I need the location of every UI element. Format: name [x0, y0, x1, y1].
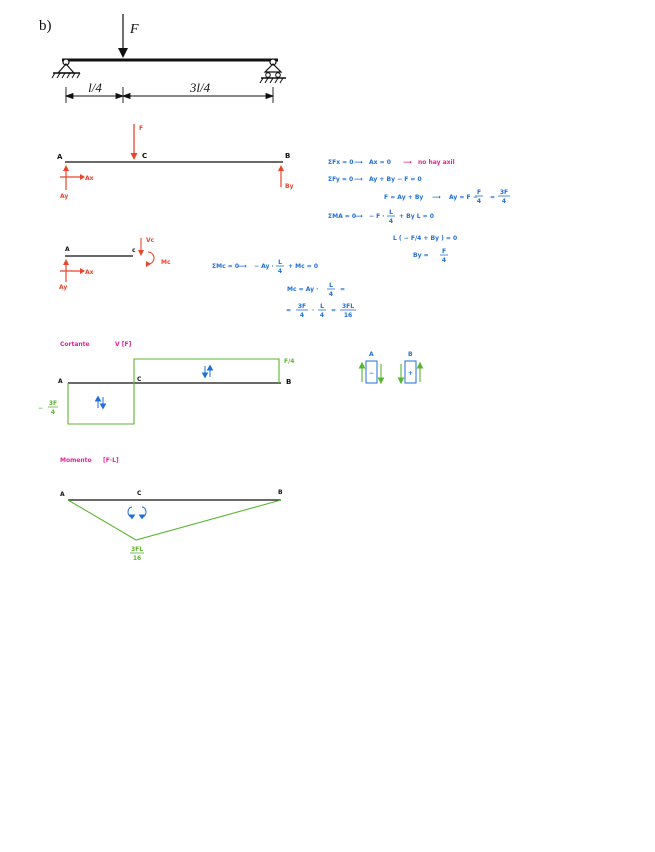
section-ax-label: Ax	[85, 269, 94, 276]
eq6-num: F	[441, 248, 447, 255]
shear-diagram	[38, 341, 423, 424]
eq5: L ( − F/4 + By ) = 0	[393, 235, 458, 242]
roller-support-icon	[260, 59, 286, 83]
fbd-point-b: B	[285, 152, 291, 160]
shear-pair-negative-icon	[96, 397, 106, 409]
eq1-right: no hay axil	[418, 159, 455, 166]
eq2-left: ΣFy = 0	[328, 176, 354, 183]
fbd-force-arrow-head	[131, 153, 138, 160]
section-vc-arrow-head	[138, 250, 144, 256]
dim-left-label: l/4	[88, 80, 102, 95]
sign-convention	[360, 351, 423, 383]
eq4-frac-num: L	[389, 209, 393, 216]
section-vc-label: Vc	[146, 237, 155, 244]
eq3-arrow: ⟶	[432, 194, 441, 201]
moment-peak-num: 3FL	[130, 546, 144, 553]
eq4-right-a: − F ·	[369, 213, 385, 220]
section-ay-arrow-head	[63, 259, 69, 265]
section-mc-label: Mc	[161, 259, 171, 266]
shear-title: Cortante	[60, 341, 90, 348]
eq1-left: ΣFx = 0	[328, 159, 354, 166]
shear-point-a: A	[58, 378, 63, 385]
eq3-left: F = Ay + By	[384, 194, 424, 201]
shear-pair-positive-icon	[203, 366, 213, 378]
section-eq3-d1: 4	[299, 312, 305, 319]
eq3-frac2-den: 4	[501, 198, 507, 205]
section-eq3-n2: L	[320, 303, 324, 310]
shear-value-left-num: 3F	[48, 400, 58, 407]
section-eq1-arrow: ⟶	[238, 263, 247, 270]
section-eq2-left: Mc = Ay ·	[287, 286, 319, 293]
section-eq3-eq2: =	[331, 307, 337, 314]
fbd-by-arrow-head	[278, 165, 284, 171]
moment-diagram	[60, 457, 283, 562]
shear-value-left-den: 4	[50, 409, 56, 416]
shear-point-b: B	[286, 378, 292, 386]
pin-support-icon	[52, 59, 80, 78]
section-eq3-d2: 4	[319, 312, 325, 319]
section-eq2-tail: =	[340, 286, 346, 293]
fbd-force-label: F	[139, 125, 144, 132]
fbd-ax-label: Ax	[85, 175, 94, 182]
eq1-mid: Ax = 0	[369, 159, 391, 166]
eq2-arrow: ⟶	[354, 176, 363, 183]
section-mc-arrow	[148, 252, 154, 264]
eq6-left: By =	[413, 252, 429, 259]
eq1-arrow2: ⟶	[403, 159, 412, 166]
eq3-eq: =	[490, 194, 496, 201]
section-eq3-n3: 3FL	[341, 303, 355, 310]
shear-point-c: C	[137, 376, 142, 383]
eq4-left: ΣMA = 0	[328, 213, 357, 220]
convention-label-b: B	[408, 351, 413, 358]
section-ay-label: Ay	[59, 284, 68, 291]
fbd-point-a: A	[57, 153, 63, 161]
shear-value-right: F/4	[284, 358, 295, 365]
section-point-c: c	[132, 247, 136, 254]
fbd-ay-label: Ay	[60, 193, 69, 200]
moment-point-b: B	[278, 489, 283, 496]
free-body-diagram	[57, 124, 294, 200]
section-eq3-eq: =	[286, 307, 292, 314]
eq3-right: Ay = F −	[449, 194, 478, 201]
moment-unit: [F·L]	[103, 457, 119, 464]
load-label: F	[130, 22, 139, 37]
eq3-frac2-num: 3F	[499, 189, 509, 196]
eq4-right-b: + By L = 0	[399, 213, 434, 220]
shear-value-left-sign: −	[38, 405, 44, 412]
eq3-frac1-den: 4	[476, 198, 482, 205]
section-eq1-left: ΣMc = 0	[212, 263, 240, 270]
moment-point-c: C	[137, 490, 142, 497]
fbd-point-c: C	[142, 152, 148, 160]
section-eq1-num: L	[278, 259, 282, 266]
eq1-arrow: ⟶	[354, 159, 363, 166]
moment-peak-den: 16	[132, 555, 142, 562]
section-point-a: A	[65, 246, 70, 253]
convention-sign-a: −	[369, 370, 375, 377]
section-eq3-dot: ·	[312, 307, 315, 314]
fbd-by-label: By	[285, 183, 294, 190]
moment-point-a: A	[60, 491, 65, 498]
dim-right-label: 3l/4	[189, 80, 211, 95]
load-arrow-head	[118, 48, 128, 58]
eq4-frac-den: 4	[388, 218, 394, 225]
moment-title: Momento	[60, 457, 92, 464]
eq4-arrow: ⟶	[354, 213, 363, 220]
shear-unit: V [F]	[115, 341, 132, 348]
moment-curve	[68, 500, 281, 540]
eq6-den: 4	[441, 257, 447, 264]
convention-label-a: A	[369, 351, 374, 358]
convention-sign-b: +	[408, 370, 414, 377]
section-mc-arrow-head	[146, 261, 151, 267]
problem-figure	[39, 14, 286, 103]
eq3-frac1-num: F	[476, 189, 482, 196]
fbd-ay-arrow-head	[63, 165, 69, 171]
section-equations	[212, 259, 356, 319]
eq2-right: Ay + By − F = 0	[369, 176, 422, 183]
section-eq1-right-a: − Ay ·	[254, 263, 274, 270]
section-eq2-den: 4	[328, 291, 334, 298]
section-eq3-n1: 3F	[297, 303, 307, 310]
section-cut-diagram	[59, 237, 171, 291]
section-eq2-num: L	[329, 282, 333, 289]
problem-label: b)	[39, 18, 52, 34]
moment-bending-icon	[128, 507, 146, 519]
section-eq1-den: 4	[277, 268, 283, 275]
shear-curve	[68, 359, 279, 424]
section-eq1-right-b: + Mc = 0	[288, 263, 319, 270]
section-eq3-d3: 16	[343, 312, 353, 319]
equilibrium-equations	[328, 159, 510, 264]
